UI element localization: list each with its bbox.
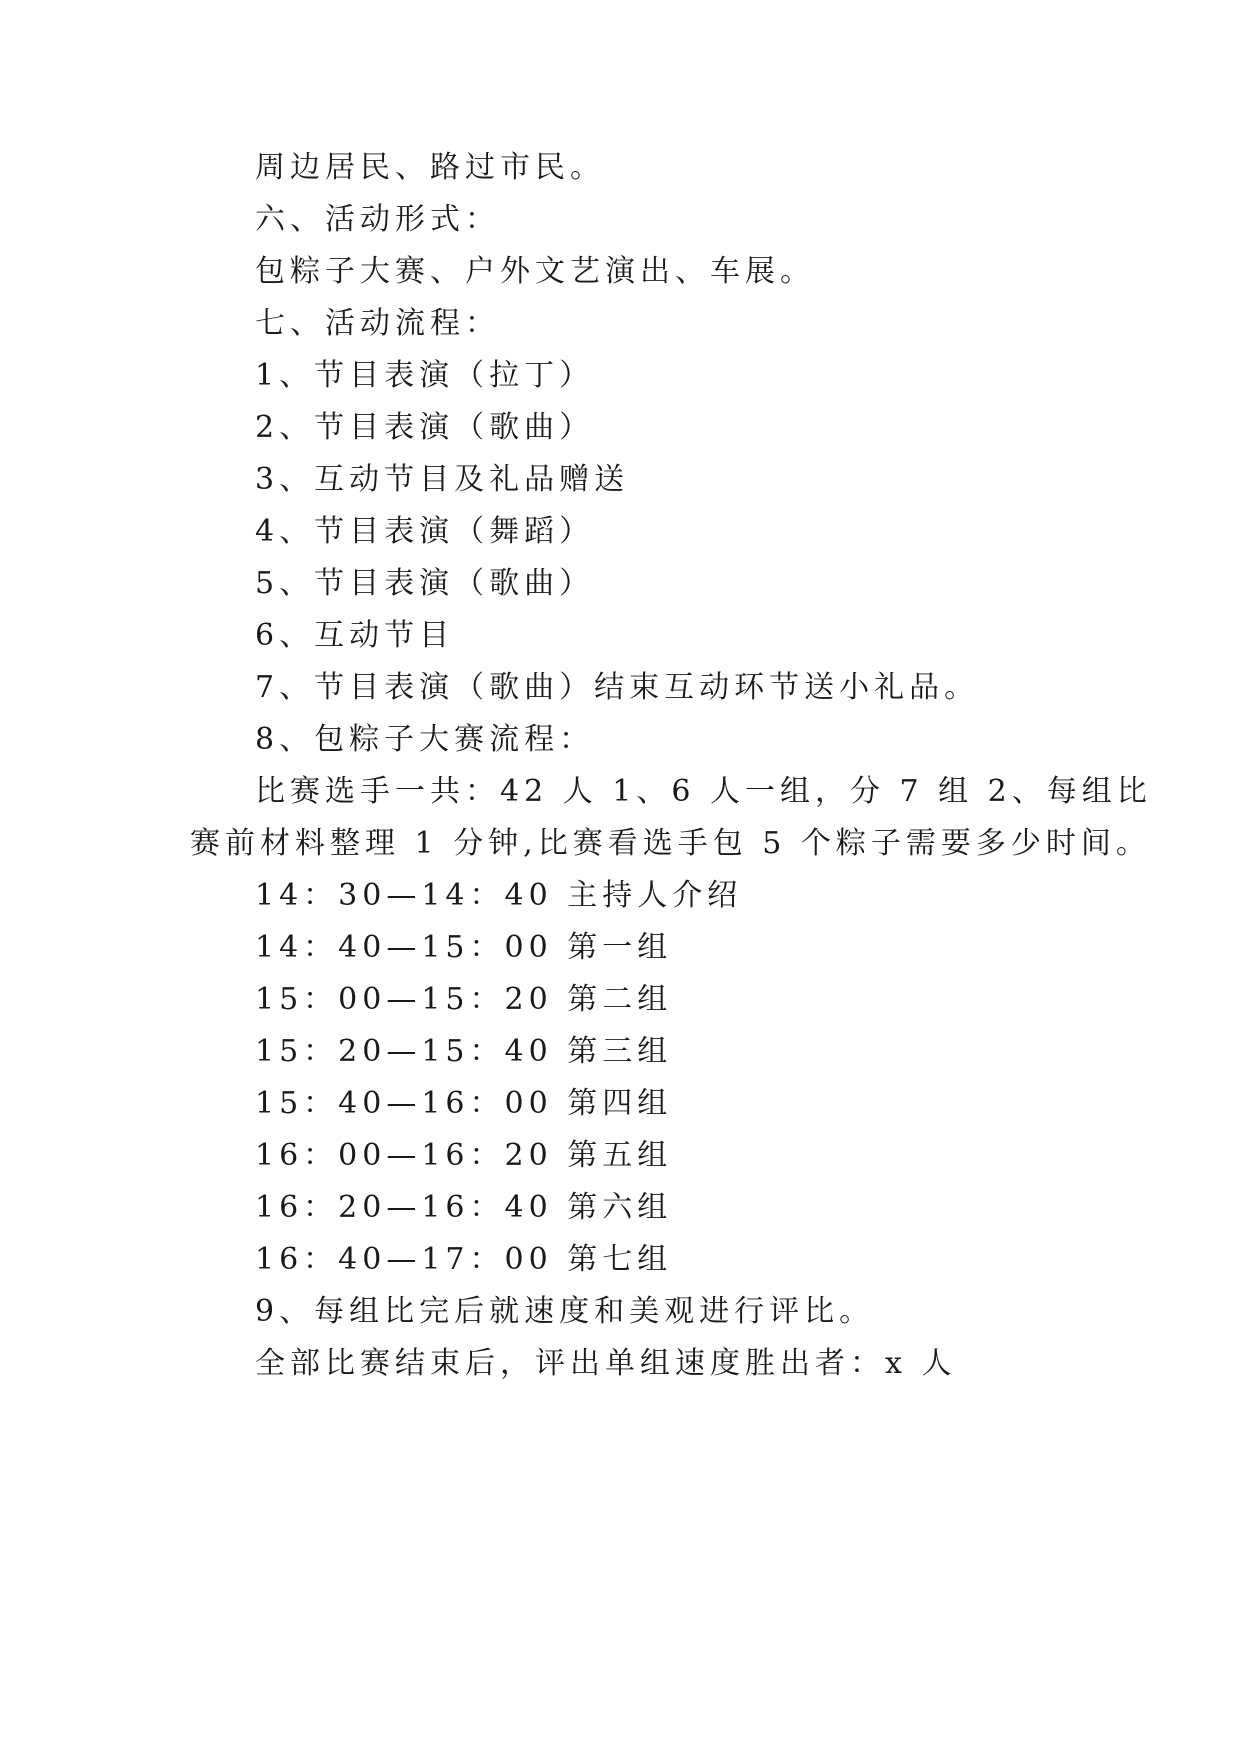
schedule-row: 15：00—15：20 第二组 bbox=[255, 982, 673, 1017]
list-item-program-2: 2、节目表演（歌曲） bbox=[255, 410, 595, 445]
list-item-program-4: 4、节目表演（舞蹈） bbox=[255, 514, 595, 549]
paragraph-contest-rules-row1: 比赛选手一共：42 人 1、6 人一组，分 7 组 2、每组比 bbox=[255, 774, 1152, 809]
list-item-program-5: 5、节目表演（歌曲） bbox=[255, 566, 595, 601]
text-line-audience: 周边居民、路过市民。 bbox=[255, 150, 605, 185]
schedule-row: 15：20—15：40 第三组 bbox=[255, 1034, 673, 1069]
list-item-judging: 9、每组比完后就速度和美观进行评比。 bbox=[255, 1294, 875, 1329]
schedule-row: 16：20—16：40 第六组 bbox=[255, 1190, 673, 1225]
text-line-awards: 全部比赛结束后，评出单组速度胜出者：x 人 bbox=[255, 1346, 957, 1381]
section-heading-activity-form: 六、活动形式： bbox=[255, 202, 500, 237]
schedule-row: 16：40—17：00 第七组 bbox=[255, 1242, 673, 1277]
schedule-row: 14：30—14：40 主持人介绍 bbox=[255, 878, 743, 913]
list-item-program-6: 6、互动节目 bbox=[255, 618, 455, 653]
paragraph-contest-rules-row2: 赛前材料整理 1 分钟,比赛看选手包 5 个粽子需要多少时间。 bbox=[190, 826, 1151, 861]
schedule-row: 15：40—16：00 第四组 bbox=[255, 1086, 673, 1121]
list-item-program-1: 1、节目表演（拉丁） bbox=[255, 358, 595, 393]
list-item-program-3: 3、互动节目及礼品赠送 bbox=[255, 462, 630, 497]
list-item-contest-flow: 8、包粽子大赛流程： bbox=[255, 722, 595, 757]
schedule-row: 14：40—15：00 第一组 bbox=[255, 930, 673, 965]
text-line-activity-form: 包粽子大赛、户外文艺演出、车展。 bbox=[255, 254, 815, 289]
list-item-program-7: 7、节目表演（歌曲）结束互动环节送小礼品。 bbox=[255, 670, 980, 705]
schedule-row: 16：00—16：20 第五组 bbox=[255, 1138, 673, 1173]
section-heading-activity-flow: 七、活动流程： bbox=[255, 306, 500, 341]
